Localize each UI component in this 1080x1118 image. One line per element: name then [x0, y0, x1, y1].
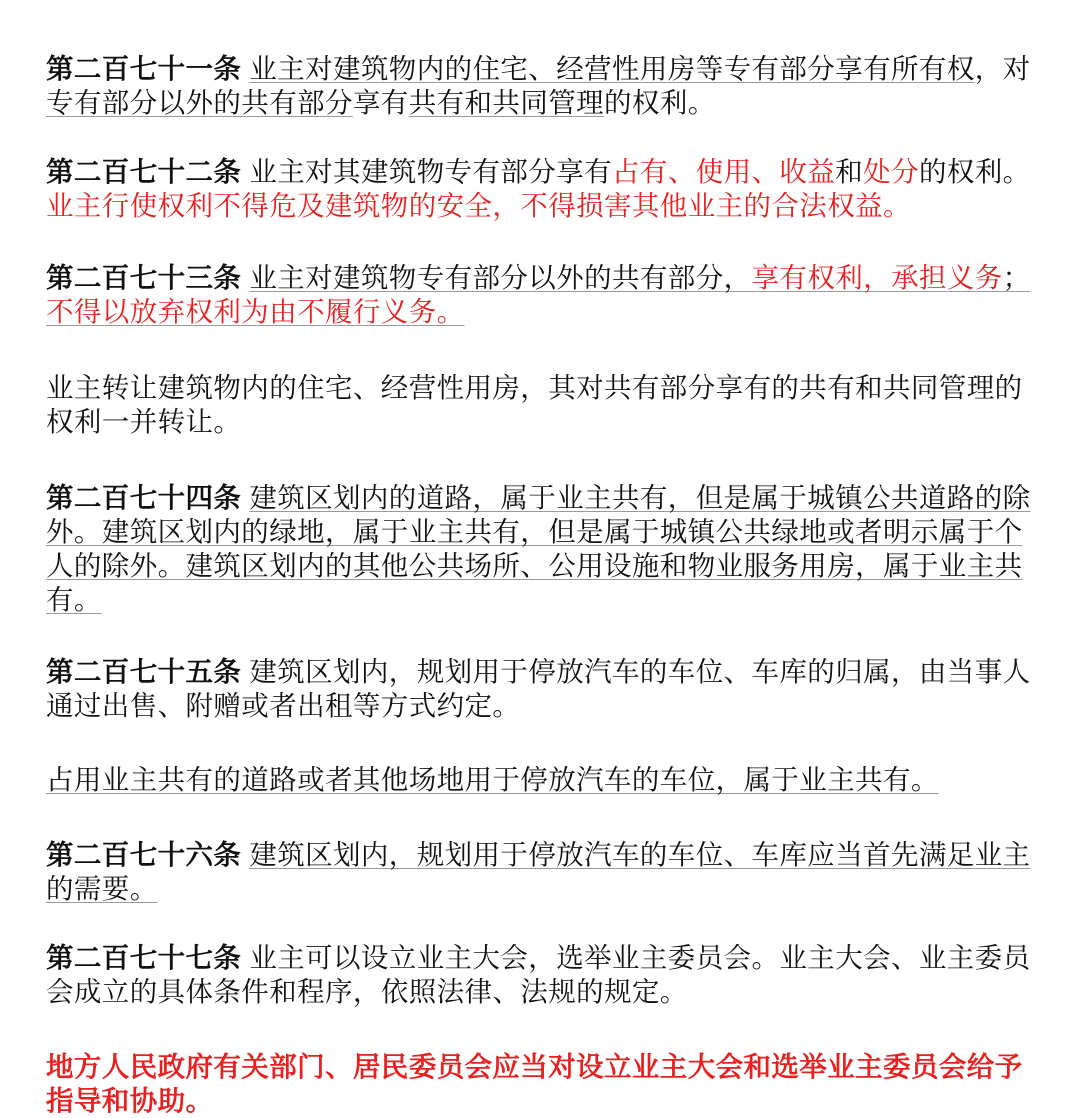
article-277-paragraph-2: 地方人民政府有关部门、居民委员会应当对设立业主大会和选举业主委员会给予指导和协助。 — [46, 1051, 1023, 1117]
highlight-text: 业主行使权利不得危及建筑物的安全，不得损害其他业主的合法权益。 — [46, 190, 911, 222]
article-271: 第二百七十一条 业主对建筑物内的住宅、经营性用房等专有部分享有所有权，对专有部分以外的共有部分享有共有和共同管理的权利。 — [46, 53, 1031, 119]
article-number: 第二百七十一条 — [46, 53, 242, 85]
article-number: 第二百七十二条 — [46, 156, 242, 188]
article-number: 第二百七十六条 — [46, 839, 242, 871]
article-274: 第二百七十四条 建筑区划内的道路，属于业主共有，但是属于城镇公共道路的除外。建筑区划内的绿地，属于业主共有，但是属于城镇公共绿地或者明示属于个人的除外。建筑区划内的其他公共场所、公用设施和物业服务用房，属于业主共有。 — [46, 482, 1031, 616]
article-276: 第二百七十六条 建筑区划内，规划用于停放汽车的车位、车库应当首先满足业主的需要。 — [46, 839, 1031, 905]
article-275: 第二百七十五条 建筑区划内，规划用于停放汽车的车位、车库的归属，由当事人通过出售、附赠或者出租等方式约定。 — [46, 656, 1031, 722]
article-273: 第二百七十三条 业主对建筑物专有部分以外的共有部分，享有权利，承担义务；不得以放弃权利为由不履行义务。 — [46, 262, 1031, 328]
article-272: 第二百七十二条 业主对其建筑物专有部分享有占有、使用、收益和处分的权利。业主行使权利不得危及建筑物的安全，不得损害其他业主的合法权益。 — [46, 156, 1031, 222]
article-277: 第二百七十七条 业主可以设立业主大会，选举业主委员会。业主大会、业主委员会成立的具体条件和程序，依照法律、法规的规定。 — [46, 942, 1031, 1008]
article-number: 第二百七十七条 — [46, 942, 242, 974]
highlight-text: 处分 — [863, 156, 919, 188]
highlight-text: 占有、使用、收益 — [612, 156, 836, 188]
highlight-text: 不得以放弃权利为由不履行义务。 — [46, 296, 465, 328]
article-273-paragraph-2: 业主转让建筑物内的住宅、经营性用房，其对共有部分享有的共有和共同管理的权利一并转让。 — [46, 372, 1023, 438]
article-number: 第二百七十五条 — [46, 656, 242, 688]
article-number: 第二百七十四条 — [46, 482, 242, 514]
article-275-paragraph-2: 占用业主共有的道路或者其他场地用于停放汽车的车位，属于业主共有。 — [46, 764, 939, 796]
highlight-text: 享有权利，承担义务 — [751, 262, 1003, 294]
article-number: 第二百七十三条 — [46, 262, 242, 294]
